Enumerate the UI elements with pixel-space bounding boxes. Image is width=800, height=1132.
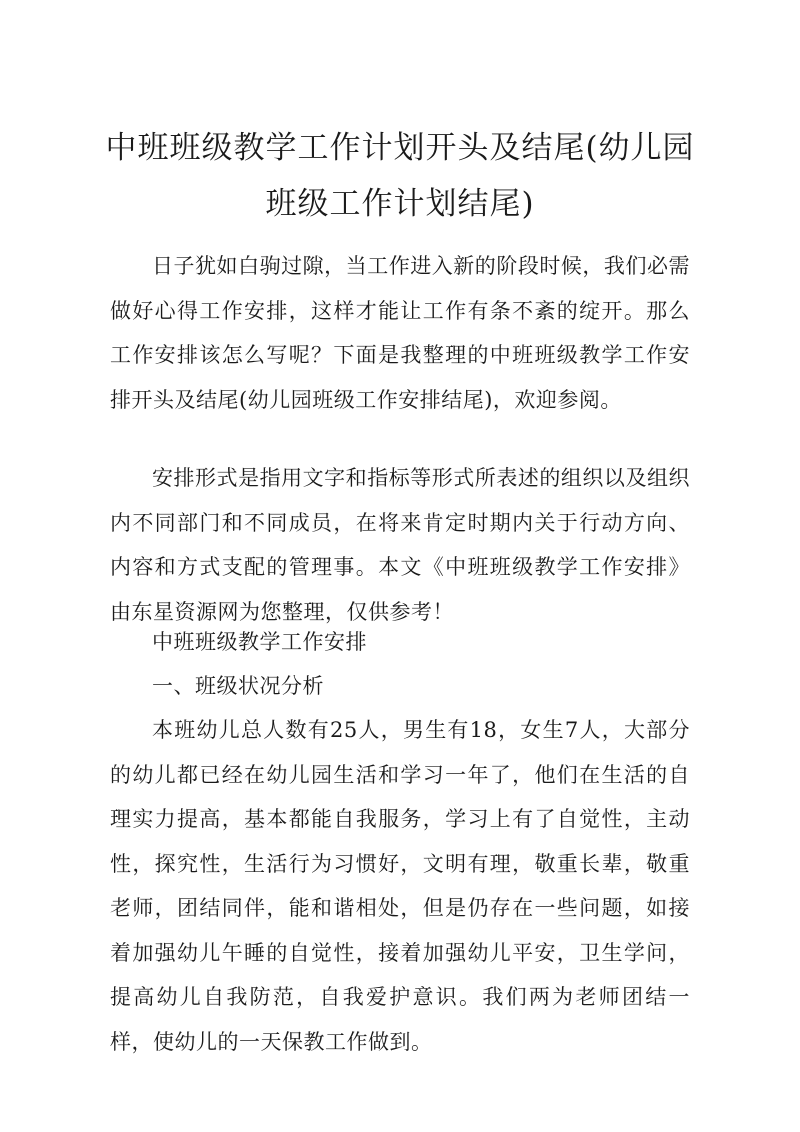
section-title: 中班班级教学工作安排 xyxy=(152,630,367,654)
title-line-1: 中班班级教学工作计划开头及结尾(幼儿园 xyxy=(105,130,695,166)
document-title xyxy=(80,120,720,232)
subsection-title: 一、班级状况分析 xyxy=(152,674,324,698)
definition-paragraph: 安排形式是指用文字和指标等形式所表述的组织以及组织内不同部门和不同成员，在将来肯定时期内关于行动方向、内容和方式支配的管理事。本文《中班班级教学工作安排》由东星资源网为您整理，仅供参考！ xyxy=(110,466,690,624)
class-analysis-paragraph: 本班幼儿总人数有25人，男生有18，女生7人，大部分的幼儿都已经在幼儿园生活和学习一年了，他们在生活的自理实力提高，基本都能自我服务，学习上有了自觉性，主动性，探究性，生活行为习惯好，文明有理，敬重长辈，敬重老师，团结同伴，能和谐相处，但是仍存在一些问题，如接着加强幼儿午睡的自觉性，接着加强幼儿平安，卫生学问，提高幼儿自我防范，自我爱护意识。我们两为老师团结一样，使幼儿的一天保教工作做到。 xyxy=(110,718,690,1054)
title-line-2: 班级工作计划结尾) xyxy=(265,186,535,222)
intro-paragraph: 日子犹如白驹过隙，当工作进入新的阶段时候，我们必需做好心得工作安排，这样才能让工作有条不紊的绽开。那么工作安排该怎么写呢？下面是我整理的中班班级教学工作安排开头及结尾(幼儿园班级工作安排结尾)，欢迎参阅。 xyxy=(110,254,690,412)
